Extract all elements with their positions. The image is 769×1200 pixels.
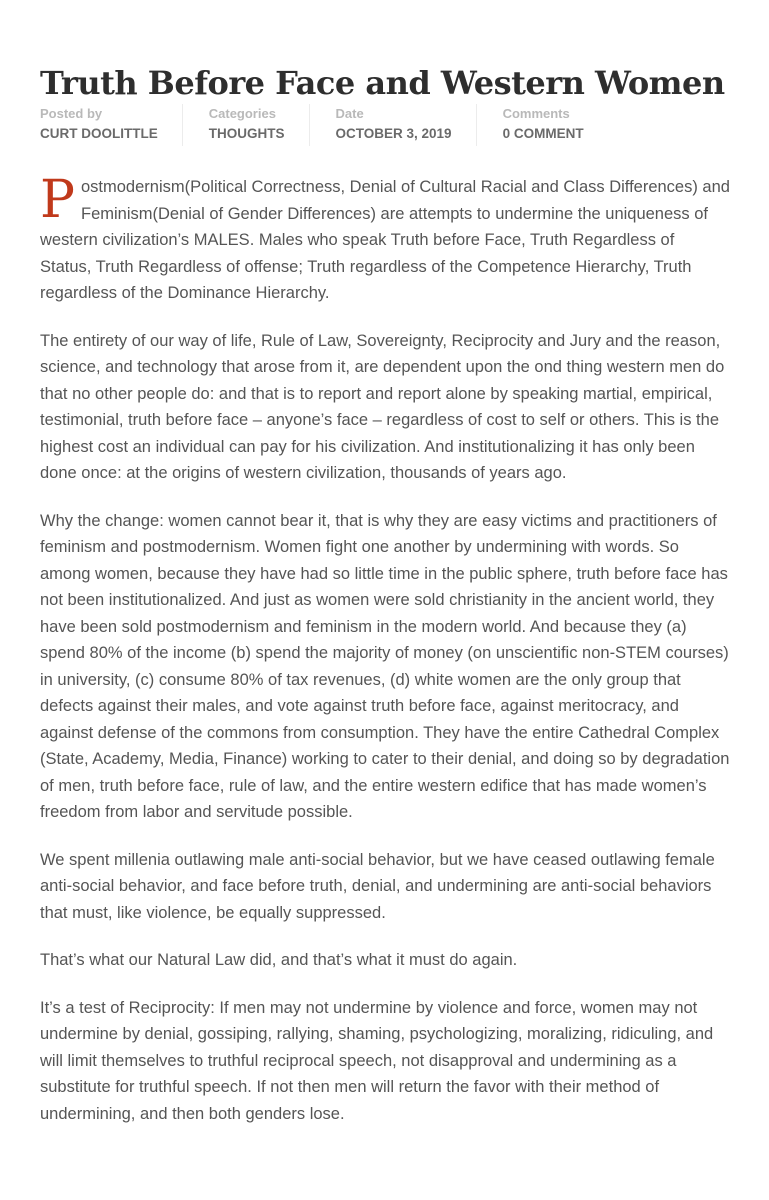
meta-date xyxy=(336,104,477,146)
comments-link[interactable]: 0 COMMENT xyxy=(502,126,584,141)
paragraph: We spent millenia outlawing male anti-social behavior, but we have ceased outlawing female anti-social behavior, and face before truth, denial, and undermining are anti-social behaviors that must, like violence, be equally suppressed. xyxy=(40,850,715,922)
paragraph: It’s a test of Reciprocity: If men may not undermine by violence and force, women may not undermine by denial, gossiping, rallying, shaming, psychologizing, moralizing, ridiculing, and will limit themselves to truthful reciprocal speech, not disapproval and undermining as a substitute for truthful speech. If not then men will return the favor with their method of undermining, and then both genders lose. xyxy=(40,998,714,1123)
dropcap: P xyxy=(40,170,75,230)
meta-categories xyxy=(209,104,310,146)
meta-label: Date xyxy=(335,106,364,121)
article-body xyxy=(40,170,730,1148)
paragraph: That’s what our Natural Law did, and that’s what it must do again. xyxy=(40,951,518,969)
post-meta xyxy=(40,104,634,146)
paragraph: Why the change: women cannot bear it, that is why they are easy victims and practitioners of feminism and postmodernism. Women fight one another by undermining with words. So among women, because they have had so little time in the public sphere, truth before face has not been institutionalized. And just as women were sold christianity in the ancient world, they have been sold postmodernism and feminism in the modern world. And because they (a) spend 80% of the income (b) spend the majority of money (on unscientific non-STEM courses) in university, (c) consume 80% of tax revenues, (d) white women are the only group that defects against their males, and vote against truth before face, against meritocracy, and against defense of the commons from consumption. They have the entire Cathedral Complex (State, Academy, Media, Finance) working to cater to their denial, and doing so by degradation of men, truth before face, rule of law, and the entire western edifice that has made women’s freedom from labor and servitude possible. xyxy=(40,511,730,821)
meta-author xyxy=(40,104,183,146)
paragraph xyxy=(40,170,730,307)
meta-label: Categories xyxy=(208,106,276,121)
date-value: OCTOBER 3, 2019 xyxy=(335,126,452,141)
meta-comments xyxy=(503,104,608,146)
paragraph: The entirety of our way of life, Rule of Law, Sovereignty, Reciprocity and Jury and the reason, science, and technology that arose from it, are dependent upon the ond thing western men do that no other people do: and that is to report and report alone by speaking martial, empirical, testimonial, truth before face – anyone’s face – regardless of cost to self or others. This is the highest cost an individual can pay for his civilization. And institutionalizing it has only been done once: at the origins of western civilization, thousands of years ago. xyxy=(40,331,725,482)
author-link[interactable]: CURT DOOLITTLE xyxy=(40,126,158,141)
category-link[interactable]: THOUGHTS xyxy=(208,126,285,141)
meta-label: Comments xyxy=(502,106,570,121)
meta-label: Posted by xyxy=(40,106,103,121)
page-title: Truth Before Face and Western Women xyxy=(40,64,725,103)
paragraph-text: ostmodernism(Political Correctness, Denial of Cultural Racial and Class Differences) and Feminism(Denial of Gender Differences) are attempts to undermine the uniqueness of western civilization’s MALES. Males who speak Truth before Face, Truth Regardless of Status, Truth Regardless of offense; Truth regardless of the Competence Hierarchy, Truth regardless of the Dominance Hierarchy. xyxy=(40,178,730,302)
